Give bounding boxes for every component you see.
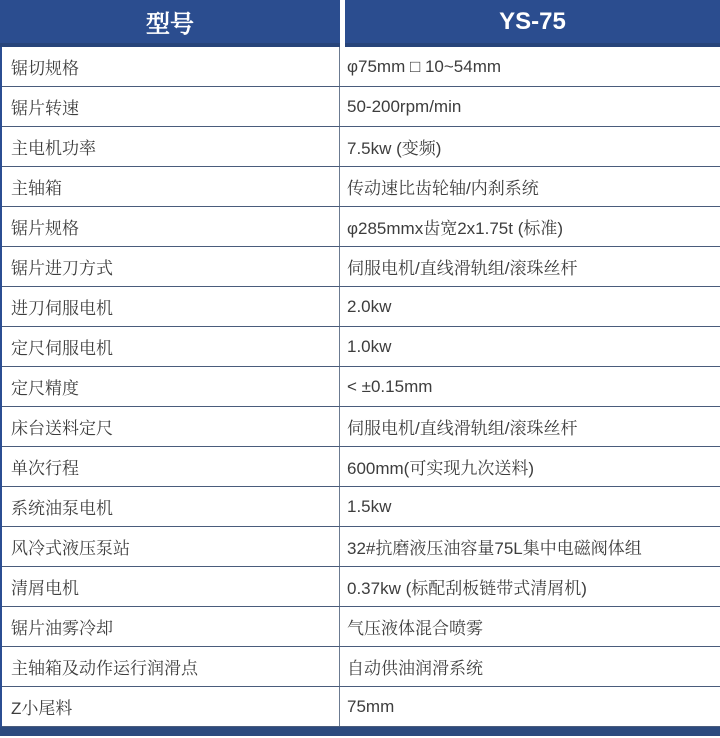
spec-value-cell: 传动速比齿轮轴/内刹系统 [347,179,539,198]
spec-row [2,487,720,527]
spec-row [2,687,720,727]
spec-value-cell: 2.0kw [347,296,392,316]
spec-value-cell: φ75mm □ 10~54mm [347,56,502,76]
spec-label-cell: 锯切规格 [2,47,340,86]
spec-row [2,447,720,487]
spec-label-cell: 风冷式液压泵站 [2,527,340,566]
spec-label-cell: 单次行程 [2,447,340,486]
spec-row [2,527,720,567]
spec-label-cell: 锯片油雾冷却 [2,607,340,646]
spec-row [2,407,720,447]
spec-value-cell: φ285mmx齿宽2x1.75t (标准) [347,219,564,238]
spec-label-cell: Z小尾料 [2,687,340,726]
model-value-header-cell: YS-75 [345,0,720,47]
spec-table-header [0,0,720,47]
spec-row [2,167,720,207]
spec-row [2,367,720,407]
spec-value-cell: 32#抗磨液压油容量75L集中电磁阀体组 [347,539,642,558]
spec-value-cell: 自动供油润滑系统 [347,659,483,678]
spec-value-cell: 75mm [347,696,395,716]
spec-label-cell: 清屑电机 [2,567,340,606]
spec-row [2,567,720,607]
spec-label-cell: 进刀伺服电机 [2,287,340,326]
spec-label-cell: 锯片规格 [2,207,340,246]
spec-row [2,287,720,327]
spec-value-cell: 0.37kw (标配刮板链带式清屑机) [347,579,587,598]
spec-label-cell: 主电机功率 [2,127,340,166]
bottom-accent-bar [0,727,720,736]
spec-value-cell: 1.5kw [347,496,392,516]
spec-row [2,647,720,687]
spec-row [2,127,720,167]
spec-value-cell: 气压液体混合喷雾 [347,619,483,638]
spec-value-cell: 伺服电机/直线滑轨组/滚珠丝杆 [347,259,578,278]
spec-label-cell: 主轴箱及动作运行润滑点 [2,647,340,686]
spec-row [2,247,720,287]
spec-value-cell: 7.5kw (变频) [347,139,442,158]
spec-label-cell: 锯片进刀方式 [2,247,340,286]
spec-value-cell: 600mm(可实现九次送料) [347,459,535,478]
spec-label-cell: 主轴箱 [2,167,340,206]
spec-label-cell: 锯片转速 [2,87,340,126]
spec-row [2,327,720,367]
spec-table-body [0,47,720,727]
spec-label-cell: 定尺精度 [2,367,340,406]
spec-row [2,207,720,247]
spec-value-cell: < ±0.15mm [347,376,433,396]
spec-label-cell: 系统油泵电机 [2,487,340,526]
spec-value-cell: 50-200rpm/min [347,96,462,116]
model-header-cell: 型号 [0,0,340,47]
spec-label-cell: 床台送料定尺 [2,407,340,446]
spec-label-cell: 定尺伺服电机 [2,327,340,366]
spec-row [2,607,720,647]
spec-row [2,87,720,127]
spec-value-cell: 1.0kw [347,336,392,356]
spec-value-cell: 伺服电机/直线滑轨组/滚珠丝杆 [347,419,578,438]
spec-row [2,47,720,87]
